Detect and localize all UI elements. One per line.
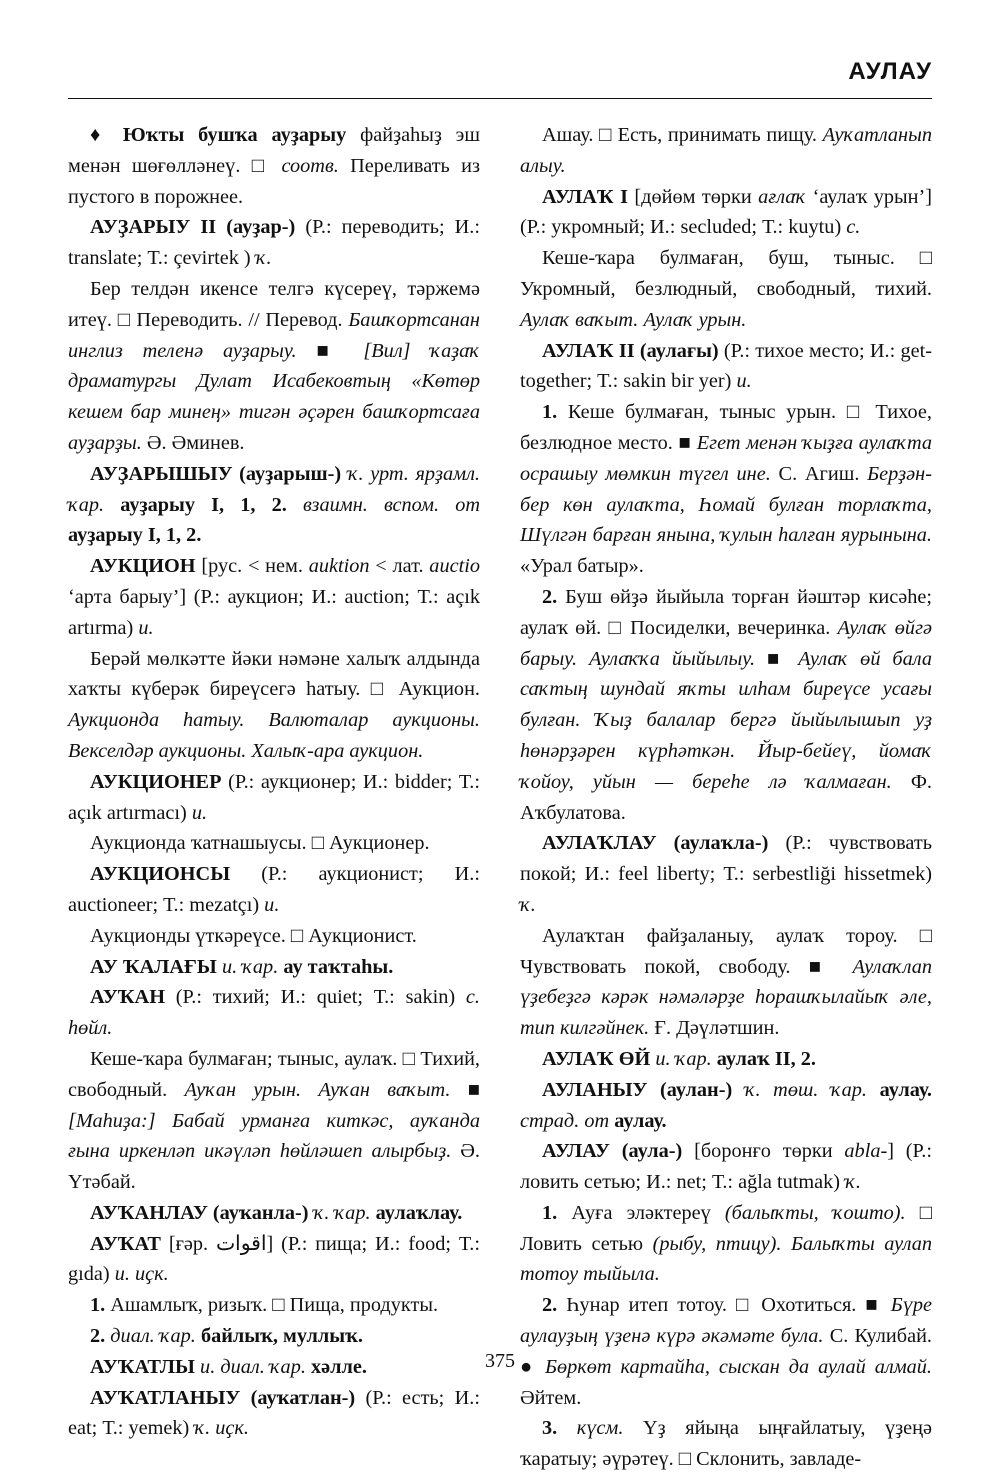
left-column: [68, 120, 480, 1444]
dictionary-entry: Ашау. □ Есть, принимать пищу. Ауҡатланып алыу.: [520, 124, 932, 177]
dictionary-entry: Аукционды үткәреүсе. □ Аукционист.: [90, 924, 417, 947]
dictionary-entry: Аукционда ҡатнашыусы. □ Аукционер.: [90, 832, 430, 855]
dictionary-entry: АУҘАРЫШЫУ (ауҙарыш-) ҡ. урт. ярҙамл. ҡар. ауҙарыу I, 1, 2. взаимн. вспом. от ауҙарыу I, 1, 2.: [68, 462, 480, 547]
dictionary-entry: АУҠАН (Р.: тихий; И.: quiet; Т.: sakin) с. һөйл.: [68, 986, 480, 1040]
dictionary-entry: АУЛАҠЛАУ (аулаҡла-) (Р.: чувствовать покой; И.: feel liberty; Т.: serbestliği hissetmek) ҡ.: [520, 832, 932, 916]
dictionary-entry: Кеше-ҡара булмаған, буш, тыныс. □ Укромный, безлюдный, свободный, тихий. Аулаҡ ваҡыт. Аулаҡ урын.: [520, 247, 932, 331]
dictionary-entry: Бер телдән икенсе телгә күсереү, тәржемә итеү. □ Переводить. // Перевод. Башҡортсанан инглиз теленә ауҙарыу. ■ [Вил] ҡаҙаҡ драматургы Дулат Исабековтың «Көтөр кешем бар минең» тигән әҫәрен башҡортсаға ауҙарҙы. Ә. Әминев.: [68, 277, 480, 454]
dictionary-entry: 2. Буш өйҙә йыйыла торған йәштәр кисәһе; аулаҡ өй. □ Посиделки, вечеринка. Аулаҡ өйгә барыу. Аулаҡҡа йыйылыу. ■ Аулаҡ өй бала саҡтың шундай яҡты илһам биреүсе усағы булған. Ҡыҙ балалар бергә йыйылышып уҙ һөнәрҙәрен күрһәткән. Йыр-бейеү, йомаҡ ҡойоу, уйын — береһе лә ҡалмаған. Ф. Аҡбулатова.: [520, 585, 933, 824]
dictionary-entry: АУЛАҠ I [дөйөм төрки ағлаҡ ‘аулаҡ урын’] (Р.: укромный; И.: secluded; Т.: kuytu) с.: [520, 185, 932, 239]
dictionary-entry: Кеше-ҡара булмаған; тыныс, аулаҡ. □ Тихий, свободный. Ауҡан урын. Ауҡан ваҡыт. ■ [Маһиҙа:] Бабай урманға киткәс, ауҡанда ғына иркенләп икәүләп һөйләшеп алырбыҙ. Ә. Үтәбай.: [68, 1047, 481, 1194]
header-rule: [68, 98, 932, 99]
dictionary-entry: Аулаҡтан файҙаланыу, аулаҡ тороу. □ Чувствовать покой, свободу. ■ Аулаҡлап үҙебеҙгә кәрәк нәмәләрҙе һорашҡылайыҡ әле, тип килгәйнек. Ғ. Дәүләтшин.: [520, 924, 932, 1040]
dictionary-entry: АУКЦИОНЕР (Р.: аукционер; И.: bidder; Т.: açık artırmacı) и.: [68, 770, 480, 824]
dictionary-entry: 2. Һунар итеп тотоу. □ Охотиться. ■ Бүре аулауҙың үҙенә күрә әкәмәте була. С. Кулибай. ● Бөркөт картайһа, сыскан да аулай алмай. Әйтем.: [520, 1294, 932, 1409]
dictionary-entry: АУҠАНЛАУ (ауҡанла-) ҡ. ҡар. аулаҡлау.: [90, 1201, 463, 1224]
right-column: [520, 120, 932, 1475]
running-head: АУЛАУ: [848, 58, 932, 85]
dictionary-entry: АУЛАНЫУ (аулан-) ҡ. төш. ҡар. аулау. страд. от аулау.: [520, 1078, 932, 1132]
dictionary-entry: АУЛАҠ II (аулағы) (Р.: тихое место; И.: get-together; Т.: sakin bir yer) и.: [520, 339, 932, 393]
dictionary-entry: 1. Ауға эләктереү (балыҡты, ҡошто). □ Ловить сетью (рыбу, птицу). Балыҡты аулап тотоу тыйыла.: [520, 1201, 932, 1286]
dictionary-entry: АУ ҠАЛАҒЫ и. ҡар. ау таҡтаһы.: [90, 955, 394, 978]
dictionary-entry: 3. күсм. Үҙ яйыңа ыңғайлатыу, үҙеңә ҡаратыу; әүрәтеү. □ Склонить, завладе-: [520, 1417, 932, 1471]
dictionary-entry: АУҠАТ [ғәр. اقوات] (Р.: пища; И.: food; Т.: gıda) и. иҫк.: [68, 1232, 480, 1286]
dictionary-entry: АУҠАТЛЫ и. диал. ҡар. хәлле.: [90, 1355, 367, 1378]
dictionary-entry: АУЛАУ (аула-) [боронғо төрки abla-] (Р.: ловить сетью; И.: net; Т.: ağla tutmak) ҡ.: [520, 1140, 932, 1194]
dictionary-entry: Берәй мөлкәтте йәки нәмәне халыҡ алдында хаҡты күберәк биреүсегә һатыу. □ Аукцион. Аукционда һатыу. Валюталар аукционы. Векселдәр аукционы. Халыҡ-ара аукцион.: [68, 647, 480, 762]
dictionary-entry: АУКЦИОН [рус. < нем. auktion < лат. auctio ‘арта барыу’] (Р.: аукцион; И.: auction; Т.: açık artırma) и.: [68, 555, 480, 639]
dictionary-entry: АУКЦИОНСЫ (Р.: аукционист; И.: auctioneer; Т.: mezatçı) и.: [68, 863, 480, 916]
dictionary-entry: 1. Кеше булмаған, тыныс урын. □ Тихое, безлюдное место. ■ Егет менән ҡыҙға аулаҡта осрашыу мөмкин түгел ине. С. Агиш. Берҙән-бер көн аулаҡта, Һомай булған торлаҡта, Шүлгән барған янына, ҡулын һалған яурынына. «Урал батыр».: [520, 401, 932, 578]
page-number: 375: [485, 1350, 515, 1372]
dictionary-entry: ♦ Юҡты бушҡа ауҙарыу файҙаһыҙ эш менән шөғөлләнеү. □ соотв. Переливать из пустого в порожнее.: [68, 124, 480, 208]
dictionary-entry: АУҘАРЫУ II (ауҙар-) (Р.: переводить; И.: translate; Т.: çevirtek ) ҡ.: [68, 216, 480, 270]
dictionary-entry: 2. диал. ҡар. байлыҡ, муллыҡ.: [90, 1325, 363, 1348]
dictionary-entry: 1. Ашамлыҡ, ризыҡ. □ Пища, продукты.: [90, 1294, 439, 1317]
dictionary-entry: АУҠАТЛАНЫУ (ауҡатлан-) (Р.: есть; И.: eat; Т.: yemek) ҡ. иҫк.: [68, 1386, 480, 1440]
dictionary-entry: АУЛАҠ ӨЙ и. ҡар. аулаҡ II, 2.: [542, 1047, 817, 1070]
